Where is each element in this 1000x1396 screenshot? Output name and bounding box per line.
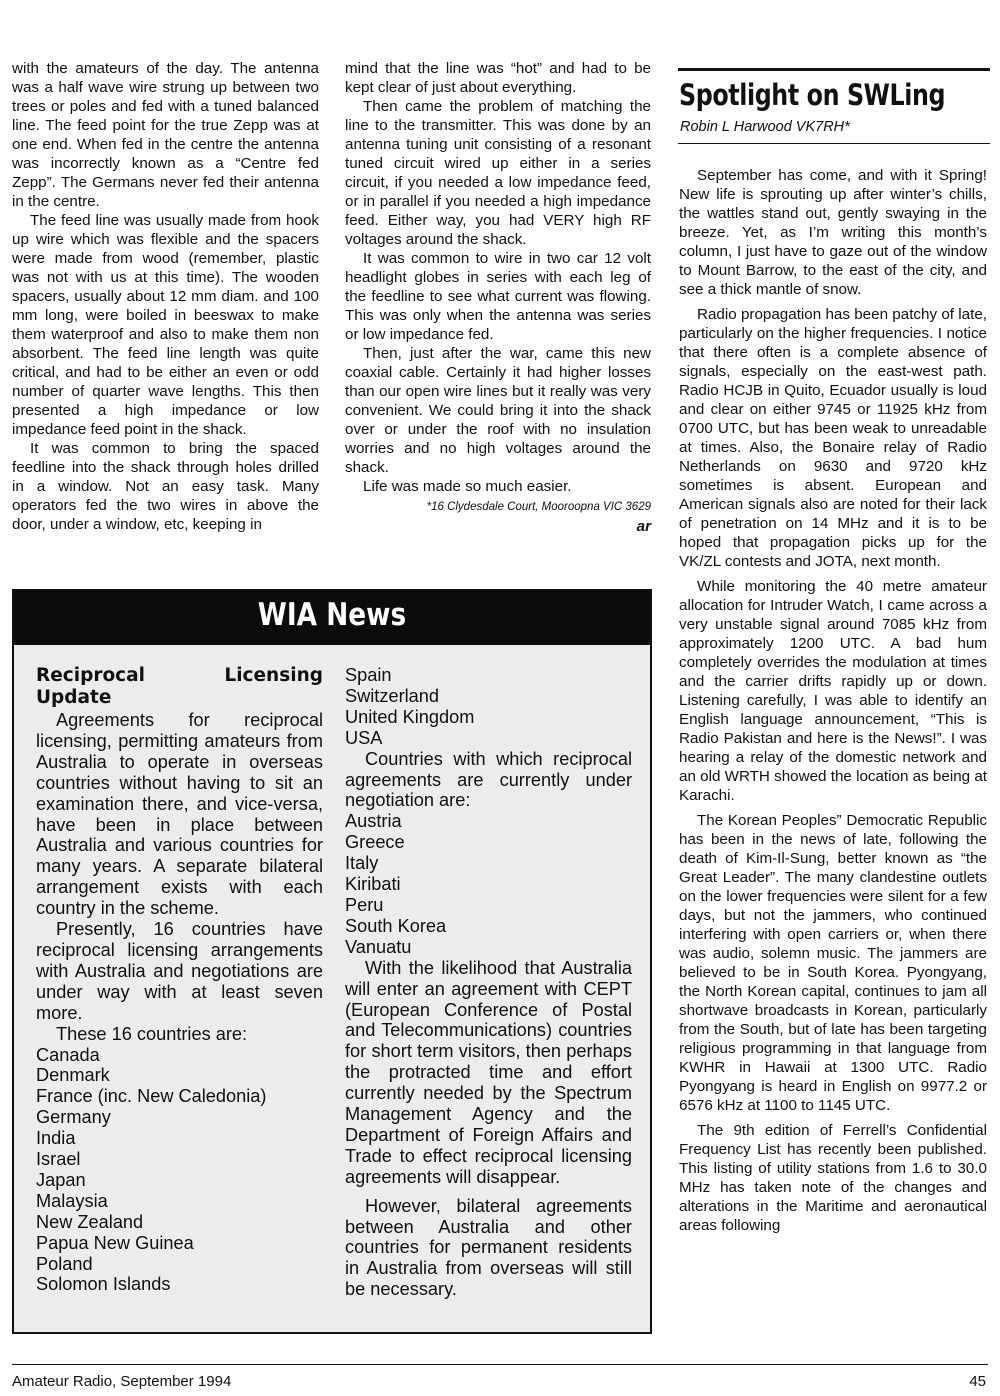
spotlight-title: Spotlight on SWLing [679, 78, 946, 112]
list-item: Vanuatu [345, 936, 412, 957]
spotlight-author: Robin L Harwood VK7RH* [680, 119, 850, 135]
paragraph: The Korean Peoples” Democratic Republic has been in the news of late, following the death of Kim-Il-Sung, better known as “the Great Leader”. The many clandestine outlets on the lower frequencies were silent for a few days, but not the jammers, who continued interfering with open carriers or, when there was audio, solemn music. The jammers are believed to be in South Korea. Pyongyang, the North Korean capital, continues to jam all shortwave broadcasts in Korean, particularly from the South, but of late has been targeting religious programming in that language from KWHR in Hawaii at 1300 UTC. Radio Pyongyang is heard in English on 9977.2 or 6576 kHz at 1100 to 1145 UTC. [679, 812, 987, 1114]
paragraph: Then came the problem of matching the line to the transmitter. This was done by an antenna tuning unit consisting of a resonant tuned circuit wired up either in a series circuit, if you needed a low impedance feed, or in parallel if you needed a high impedance feed. Either way, you had VERY high RF voltages around the shack. [345, 98, 651, 248]
author-address: *16 Clydesdale Court, Mooroopna VIC 3629 [426, 501, 651, 513]
list-item: Germany [36, 1107, 111, 1128]
list-item: Austria [345, 811, 402, 832]
list-item: Spain [345, 665, 392, 685]
list-item: India [36, 1128, 76, 1149]
paragraph: Countries with which reciprocal agreements are currently under negotiation are: [345, 748, 632, 811]
paragraph: with the amateurs of the day. The antenna was a half wave wire strung up between two trees or poles and fed with a tuned balanced line. The feed point for the true Zepp was at one end. When fed in the centre the antenna was incorrectly known as a “Centre fed Zepp”. The Germans never fed their antenna in the centre. [12, 60, 319, 210]
list-item: Malaysia [36, 1190, 108, 1211]
wia-news-banner [14, 591, 650, 645]
paragraph: The feed line was usually made from hook up wire which was flexible and the spacers were made from wood (remember, plastic was not with us at this time). The wooden spacers, usually about 12 mm diam. and 100 mm long, were boiled in beeswax to make them waterproof and also to make them non absorbent. The feed line length was quite critical, and had to be either an even or odd number of quarter wave lengths. This then presented a high impedance or low impedance feed point in the shack. [12, 212, 319, 438]
list-item: Papua New Guinea [36, 1232, 194, 1253]
paragraph: September has come, and with it Spring! New life is sprouting up after winter’s chills, the wattles stand out, gently swaying in the breeze. Yet, as I’m writing this month’s column, I just have to gaze out of the window to Mount Barrow, to the east of the city, and see a thick mantle of snow. [679, 167, 987, 298]
paragraph: It was common to wire in two car 12 volt headlight globes in series with each leg of the feedline to see what current was flowing. This was only when the antenna was series or low impedance fed. [345, 250, 651, 343]
paragraph: These 16 countries are: [56, 1023, 248, 1044]
paragraph: Life was made so much easier. [363, 478, 572, 495]
list-item: Greece [345, 832, 405, 853]
list-item: United Kingdom [345, 706, 475, 727]
publication-info: Amateur Radio, September 1994 [12, 1373, 232, 1390]
paragraph: While monitoring the 40 metre amateur allocation for Intruder Watch, I came across a very unstable signal around 7085 kHz from approximately 1200 UTC. A bad hum completely overrides the modulation at times and the carrier drifts rapidly up or down. Listening carefully, I was able to identify an English language announcement, “This is Radio Pakistan and here is the News!”. I was hearing a relay of the domestic network and an old WRTH showed the location as being at Karachi. [679, 578, 987, 804]
list-item: Poland [36, 1253, 93, 1274]
paragraph: Presently, 16 countries have reciprocal licensing arrangements with Australia and negotiations are under way with at least seven more. [36, 919, 323, 1023]
paragraph: Agreements for reciprocal licensing, permitting amateurs from Australia to operate in overseas countries without having to sit an examination there, and vice-versa, have been in place between Australia and various countries for many years. A separate bilateral arrangement exists with each country in the scheme. [36, 710, 323, 919]
article-column-2 [345, 59, 651, 536]
spotlight-top-rule [678, 68, 990, 71]
wia-news-box [12, 589, 652, 1334]
paragraph: The 9th edition of Ferrell’s Confidential Frequency List has recently been published. This listing of utility stations from 1.6 to 30.0 MHz has taken note of the changes and alterations in the Maritime and aeronautical areas following [679, 1122, 987, 1234]
list-item: Switzerland [345, 685, 440, 706]
wia-column-2 [345, 665, 632, 1300]
wia-column-1 [36, 665, 323, 1295]
list-item: Kiribati [345, 874, 401, 895]
list-item: South Korea [345, 915, 447, 936]
list-item: Peru [345, 894, 384, 915]
spotlight-divider [678, 143, 990, 144]
article-column-1 [12, 59, 319, 534]
list-item: Japan [36, 1169, 86, 1190]
paragraph: With the likelihood that Australia will enter an agreement with CEPT (European Conference of Postal and Telecommunications) countries for short term visitors, then perhaps the protracted time and effort currently needed by the Spectrum Management Agency and the Department of Foreign Affairs and Trade to effect reciprocal licensing agreements will disappear. [345, 957, 632, 1187]
section-heading: Reciprocal Licensing Update [36, 665, 323, 708]
page-number: 45 [969, 1373, 986, 1390]
list-item: USA [345, 727, 383, 748]
list-item: Israel [36, 1149, 81, 1170]
wia-news-title: WIA News [257, 597, 407, 633]
list-item: New Zealand [36, 1211, 144, 1232]
list-item: Denmark [36, 1065, 110, 1086]
end-mark: ar [636, 518, 651, 535]
paragraph: mind that the line was “hot” and had to be kept clear of just about everything. [345, 60, 651, 96]
list-item: France (inc. New Caledonia) [36, 1086, 267, 1107]
paragraph: Radio propagation has been patchy of late, particularly on the higher frequencies. I notice that there often is a complete absence of signals, especially on the east-west path. Radio HCJB in Quito, Ecuador usually is loud and clear on either 9745 or 11925 kHz from 0700 UTC, but has been weak to unreadable at times. Also, the Bonaire relay of Radio Netherlands on 9630 and 9720 kHz sometimes is absent. European and American signals also are noted for their lack of penetration on 14 MHz and it is to be hoped that propagation picks up for the VK/ZL contests and JOTA, next month. [679, 306, 987, 570]
paragraph: Then, just after the war, came this new coaxial cable. Certainly it had higher losses than our open wire lines but it really was very convenient. We could bring it into the shack over or under the roof with no insulation worries and no high voltages around the shack. [345, 345, 651, 476]
paragraph: However, bilateral agreements between Australia and other countries for permanent residents in Australia from overseas will still be necessary. [345, 1195, 632, 1300]
spotlight-column [679, 166, 987, 1241]
list-item: Canada [36, 1044, 100, 1065]
list-item: Solomon Islands [36, 1274, 171, 1295]
footer-rule [12, 1364, 988, 1365]
list-item: Italy [345, 853, 379, 874]
paragraph: It was common to bring the spaced feedline into the shack through holes drilled in a window. Not an easy task. Many operators fed the two wires in above the door, under a window, etc, keeping in [12, 440, 319, 533]
